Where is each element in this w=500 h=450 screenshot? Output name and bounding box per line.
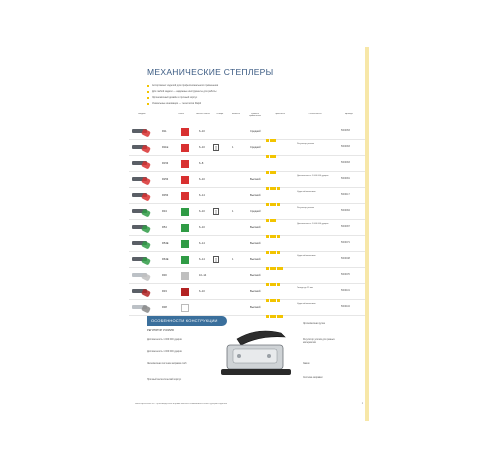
row-note: Регулятор усилия [297, 207, 315, 209]
row-capacity: 1 [232, 145, 234, 149]
bullet-dot [147, 91, 149, 93]
staple-swatch [181, 256, 189, 264]
stapler-thumbnail [129, 223, 155, 232]
row-level: Высокий [250, 289, 261, 293]
stapler-thumbnail-handle [141, 129, 151, 138]
row-staple-range: 6–10 [199, 145, 205, 149]
bullet-item: Эргономичный дизайн и прочный корпус [147, 96, 357, 102]
row-level: Средний [250, 145, 261, 149]
row-staple-range: 6–10 [199, 225, 205, 229]
row-staple-range: 10–14 [199, 273, 207, 277]
table-header-cell: Особенности [308, 113, 322, 115]
table-row [129, 252, 365, 268]
bullet-item: Ассортимент изделий для профессионального применения [147, 84, 357, 90]
row-staple-range: 6–10 [199, 289, 205, 293]
row-pin-symbol: ▯ [214, 208, 218, 214]
stapler-thumbnail [129, 127, 155, 136]
row-model: R253 [162, 177, 169, 181]
row-note: Долговечность 1 000 000 ударов [297, 223, 329, 225]
row-article: 5000067 [341, 225, 350, 228]
row-note: Ударный механизм [297, 191, 316, 193]
stapler-handle [237, 331, 285, 345]
row-level: Высокий [250, 257, 261, 261]
stapler-thumbnail [129, 207, 155, 216]
row-staple-range: 6–14 [199, 241, 205, 245]
staple-swatch [181, 240, 189, 248]
stapler-rivet [267, 354, 271, 358]
feature-label-left: Прочный металлический корпус [147, 379, 182, 381]
feature-label-right: Эргономичная ручка [303, 323, 325, 325]
row-article: 5000048 [341, 257, 350, 260]
row-level: Средний [250, 129, 261, 133]
feature-label-right: Система заправки [303, 377, 323, 379]
staple-swatch [181, 192, 189, 200]
row-capacity: 1 [232, 257, 234, 261]
staple-swatch [181, 176, 189, 184]
stapler-thumbnail-handle [141, 145, 151, 154]
stapler-thumbnail-handle [141, 257, 151, 266]
bullet-dot [147, 103, 149, 105]
table-row [129, 220, 365, 236]
row-note: Ударный механизм [297, 303, 316, 305]
stapler-thumbnail [129, 303, 155, 312]
row-article: 5000070 [341, 273, 350, 276]
stapler-thumbnail-handle [141, 241, 151, 250]
table-header-cell: Скоба [178, 113, 184, 115]
table-row [129, 236, 365, 252]
row-staple-range: 6–8 [199, 161, 204, 165]
row-article: 5000064 [341, 209, 350, 212]
row-level: Высокий [250, 273, 261, 277]
bullet-dot [147, 85, 149, 87]
rating-star [273, 315, 276, 318]
stapler-thumbnail [129, 271, 155, 280]
row-pin-symbol: ▯ [214, 144, 218, 150]
row-level: Высокий [250, 193, 261, 197]
bullet-dot [147, 97, 149, 99]
feature-label-right: Регулятор усилия для разных материалов [303, 339, 335, 344]
table-row [129, 172, 365, 188]
features-heading: ОСОБЕННОСТИ КОНСТРУКЦИИ [147, 316, 227, 326]
staple-swatch [181, 128, 189, 136]
rating-star [266, 315, 269, 318]
rating-star [270, 315, 273, 318]
stapler-thumbnail-handle [141, 225, 151, 234]
row-article: 5000063 [341, 161, 350, 164]
stapler-thumbnail-handle [141, 177, 151, 186]
table-row [129, 140, 365, 156]
table-row [129, 268, 365, 284]
stapler-thumbnail [129, 191, 155, 200]
page-footer: www.rapid-tools.ru • Производитель вправе вносить изменения в конструкцию изделий [135, 403, 228, 405]
bullet-item: Уникальные инновации — технология Rapid [147, 102, 357, 108]
row-note: Долговечность 1 000 000 ударов [297, 175, 329, 177]
row-staple-range: 6–14 [199, 257, 205, 261]
stapler-thumbnail-handle [141, 305, 151, 314]
stapler-thumbnail [129, 159, 155, 168]
row-model: R153 [162, 161, 169, 165]
row-model: R33 [162, 289, 167, 293]
row-level: Высокий [250, 177, 261, 181]
page-number: 1 [361, 403, 363, 405]
stapler-thumbnail [129, 287, 155, 296]
bullet-list [147, 84, 357, 108]
row-model: R38 [162, 305, 167, 309]
row-rating [266, 305, 284, 323]
table-header-cell: Модель [138, 113, 146, 115]
row-level: Высокий [250, 305, 261, 309]
row-model: R54 [162, 225, 167, 229]
row-capacity: 1 [232, 209, 234, 213]
table-row [129, 300, 365, 316]
stapler-thumbnail [129, 239, 155, 248]
stapler-thumbnail [129, 143, 155, 152]
table-header-cell: Прочность [274, 113, 286, 115]
rating-star [277, 315, 280, 318]
staple-swatch [181, 160, 189, 168]
catalog-page [127, 47, 367, 421]
row-article: 5000101 [341, 289, 350, 292]
row-note: Гвозди до 15 мм [297, 287, 313, 289]
table-row [129, 284, 365, 300]
row-model: R11E [162, 145, 169, 149]
product-table [129, 124, 365, 316]
stapler-illustration [199, 325, 299, 389]
side-accent-bar [365, 47, 369, 421]
stapler-rivet [237, 354, 241, 358]
page-title: МЕХАНИЧЕСКИЕ СТЕПЛЕРЫ [147, 67, 274, 77]
bullet-item: Для любой задачи — надёжные инструменты для работы [147, 90, 357, 96]
row-article: 5000102 [341, 305, 350, 308]
row-staple-range: 6–14 [199, 193, 205, 197]
table-row [129, 156, 365, 172]
table-row [129, 188, 365, 204]
row-level: Высокий [250, 241, 261, 245]
row-pin-symbol: ▯ [214, 256, 218, 262]
stapler-thumbnail-handle [141, 209, 151, 218]
feature-label-left: Долговечность 1 000 000 ударов [147, 339, 182, 341]
stapler-base [221, 369, 291, 375]
table-header-cell: Высота скобы [196, 113, 210, 115]
feature-label-right: Замок [303, 363, 310, 365]
row-staple-range: 6–10 [199, 177, 205, 181]
row-article: 5000053 [341, 129, 350, 132]
rating-star [280, 315, 283, 318]
row-level: Высокий [250, 225, 261, 229]
table-header-cell: Ёмкость [232, 113, 240, 115]
table-header-cell: Артикул [345, 113, 353, 115]
features-model: РЕГУЛЯТОР УСИЛИЯ [147, 329, 174, 332]
stapler-thumbnail-handle [141, 289, 151, 298]
row-article: 5000071 [341, 241, 350, 244]
staple-swatch [181, 272, 189, 280]
row-model: R353 [162, 193, 169, 197]
row-note: Ударный механизм [297, 255, 316, 257]
table-row [129, 204, 365, 220]
table-header-cell: Штифт [216, 113, 224, 115]
stapler-thumbnail-handle [141, 273, 151, 282]
staple-swatch [181, 224, 189, 232]
row-article: 5000117 [341, 193, 350, 196]
staple-swatch [181, 304, 189, 312]
staple-swatch [181, 144, 189, 152]
row-article: 5000063 [341, 145, 350, 148]
row-model: R11 [162, 129, 167, 133]
stapler-thumbnail [129, 255, 155, 264]
row-model: R64E [162, 257, 169, 261]
row-model: R54E [162, 241, 169, 245]
stapler-thumbnail-handle [141, 161, 151, 170]
table-header [129, 111, 365, 123]
row-staple-range: 6–10 [199, 129, 205, 133]
staple-swatch [181, 288, 189, 296]
feature-label-left: Долговечность 1 000 000 ударов [147, 351, 182, 353]
row-model: R34 [162, 209, 167, 213]
feature-label-left: Экономичная система заправки скоб [147, 363, 187, 365]
row-note: Регулятор усилия [297, 143, 315, 145]
row-model: R30 [162, 273, 167, 277]
staple-swatch [181, 208, 189, 216]
row-article: 5000061 [341, 177, 350, 180]
table-row [129, 124, 365, 140]
table-header-cell: Уровень применения [249, 113, 261, 118]
row-staple-range: 6–10 [199, 209, 205, 213]
stapler-thumbnail [129, 175, 155, 184]
stapler-thumbnail-handle [141, 193, 151, 202]
row-level: Средний [250, 209, 261, 213]
